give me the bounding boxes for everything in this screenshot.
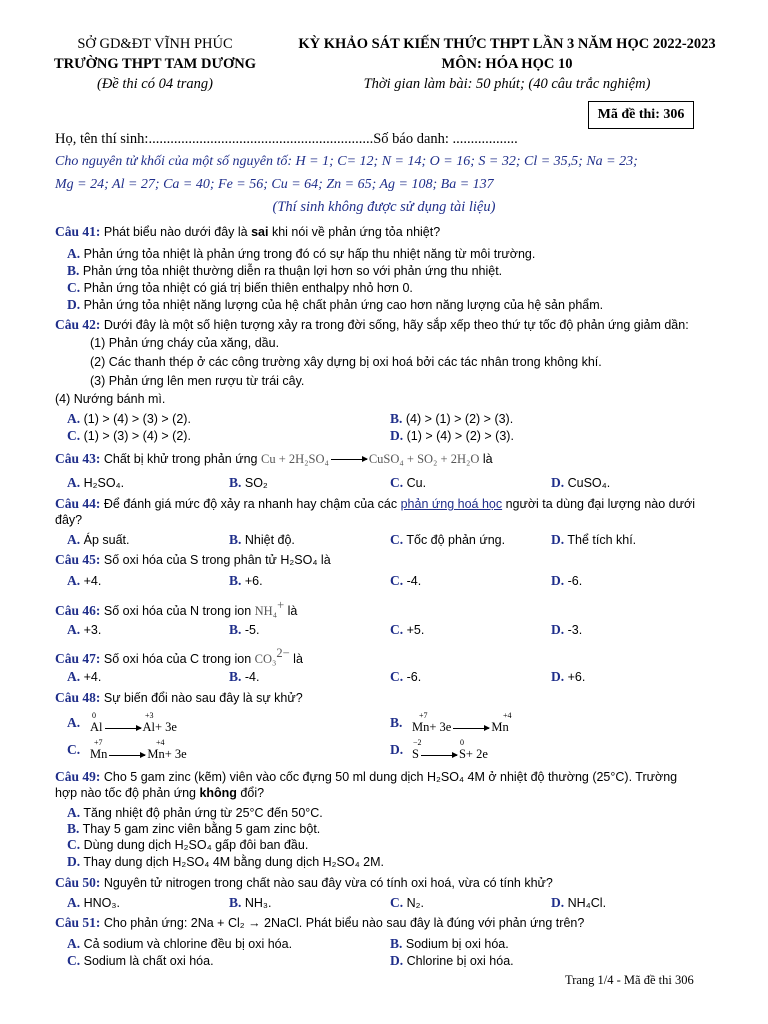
q50-option-d[interactable] [551,895,606,911]
q46-option-c[interactable] [390,622,424,638]
q49-option-b[interactable] [67,821,320,837]
option-text: (1) > (3) > (4) > (2). [83,429,191,443]
reaction-arrow-icon [109,755,145,756]
question-text: Số oxi hóa của S trong phân tử H₂SO₄ là [100,553,331,567]
option-letter: C. [390,475,404,490]
q48-option-d[interactable] [390,742,403,758]
option-letter: D. [390,428,404,443]
option-text: -6. [406,670,422,684]
option-text: NH₄Cl. [567,896,607,910]
q44-option-d[interactable] [551,532,636,548]
reaction-right: Mn+ 3e [147,747,187,761]
question-text: là [284,604,298,618]
question-text: là [479,452,493,466]
q49-option-d[interactable] [67,854,384,870]
pages-note: (Đề thi có 04 trang) [97,76,213,92]
school-name: TRƯỜNG THPT TAM DƯƠNG [53,56,257,72]
q44-option-b[interactable] [229,532,295,548]
question-44 [55,496,695,512]
question-text: Chất bị khử trong phản ứng [100,452,261,466]
q42-option-a[interactable] [67,411,191,427]
question-number: Câu 42: [55,317,101,332]
option-letter: D. [551,622,565,637]
q51-option-c[interactable] [67,953,214,969]
reaction-left: Al [90,720,103,734]
option-text: N₂. [406,896,424,910]
option-letter: A. [67,532,81,547]
option-letter: B. [229,475,242,490]
exam-title: KỲ KHẢO SÁT KIẾN THỨC THPT LẦN 3 NĂM HỌC 2022-2023 [298,36,716,52]
option-text: -4. [406,574,422,588]
question-emphasis: không [199,786,237,800]
question-47 [55,646,303,667]
q42-item-3: (3) Phản ứng lên men rượu từ trái cây. [90,374,305,388]
question-48 [55,690,303,706]
option-letter: A. [67,936,81,951]
exam-code-box: Mã đề thi: 306 [588,101,694,129]
question-text: Nguyên tử nitrogen trong chất nào sau đây vừa có tính oxi hoá, vừa có tính khử? [100,876,553,890]
q49-option-a[interactable] [67,805,323,821]
option-text: Cả sodium và chlorine đều bị oxi hóa. [83,937,293,951]
option-letter: B. [229,622,242,637]
q45-option-d[interactable] [551,573,582,589]
option-text: Tốc độ phản ứng. [406,533,506,547]
q47-option-b[interactable] [229,669,259,685]
option-letter: C. [390,669,404,684]
option-text: NH₃. [244,896,272,910]
q42-option-c[interactable] [67,428,191,444]
question-text: Số oxi hóa của N trong ion [100,604,255,618]
option-text: Áp suất. [83,533,130,547]
q42-item-2: (2) Các thanh thép ở các công trường xây dựng bị oxi hoá bởi các tác nhân trong không khí. [90,355,602,369]
reaction-arrow-icon [331,459,367,460]
question-number: Câu 51: [55,915,101,930]
q47-option-c[interactable] [390,669,421,685]
option-text: Phản ứng tỏa nhiệt năng lượng của hệ chất phản ứng cao hơn năng lượng của hệ sản phẩm. [83,298,604,312]
option-text: Phản ứng tỏa nhiệt có giá trị biến thiên enthalpy nhỏ hơn 0. [83,281,413,295]
reaction-arrow-icon [421,755,457,756]
option-text: Thể tích khí. [567,533,637,547]
option-letter: B. [229,895,242,910]
question-text: khi nói về phản ứng tỏa nhiệt? [268,225,441,239]
question-46 [55,598,297,619]
option-text: -3. [567,623,583,637]
student-info-line: Họ, tên thí sinh:..............................................................Số báo danh: .................. [55,131,518,147]
question-text: Số oxi hóa của C trong ion [100,652,255,666]
option-text: +5. [406,623,425,637]
option-text: Thay 5 gam zinc viên bằng 5 gam zinc bột. [82,822,321,836]
page-footer: Trang 1/4 - Mã đề thi 306 [565,973,694,987]
q46-option-b[interactable] [229,622,259,638]
q48-reaction-b [412,720,509,735]
option-text: +4. [83,670,102,684]
ion-charge: 2− [276,646,290,660]
q41-option-a[interactable] [67,246,535,262]
option-text: +4. [83,574,102,588]
option-letter: B. [390,411,403,426]
q49-option-c[interactable] [67,837,308,853]
option-text: Tăng nhiệt độ phản ứng từ 25°C đến 50°C. [83,806,323,820]
option-text: Nhiệt độ. [244,533,295,547]
question-49 [55,769,677,785]
question-text: Phát biểu nào dưới đây là [100,225,252,239]
q48-reaction-a [90,720,177,735]
reaction-right: Al+ 3e [142,720,177,734]
q46-option-a[interactable] [67,622,101,638]
equation-products: CuSO₄ + SO₂ + 2H₂O [368,452,480,466]
ion-formula: CO₃ [254,652,277,666]
question-42 [55,317,689,333]
question-50 [55,875,553,891]
option-letter: B. [67,821,80,836]
option-letter: C. [390,532,404,547]
question-number: Câu 46: [55,603,101,618]
question-number: Câu 45: [55,552,101,567]
question-text: Để đánh giá mức độ xảy ra nhanh hay chậm của các [100,497,401,511]
option-letter: B. [229,573,242,588]
option-letter: D. [67,854,81,869]
oxidation-state: +7 [94,738,103,747]
q45-option-c[interactable] [390,573,421,589]
option-text: Sodium bị oxi hóa. [405,937,509,951]
q41-option-c[interactable] [67,280,413,296]
option-letter: D. [551,573,565,588]
q50-option-b[interactable] [229,895,272,911]
option-text: SO₂ [244,476,268,490]
question-text: Cho 5 gam zinc (kẽm) viên vào cốc đựng 50 ml dung dịch H₂SO₄ 4M ở nhiệt độ thường (25°C). Trường [100,770,678,784]
q48-option-c[interactable] [67,742,80,758]
q44-option-c[interactable] [390,532,505,548]
q51-option-b[interactable] [390,936,509,952]
option-text: (4) > (1) > (2) > (3). [405,412,514,426]
option-text: Chlorine bị oxi hóa. [406,954,514,968]
question-number: Câu 43: [55,451,101,466]
option-letter: A. [67,895,81,910]
option-letter: D. [67,297,81,312]
q45-option-a[interactable] [67,573,101,589]
option-text: Cu. [406,476,427,490]
q42-option-d[interactable] [390,428,514,444]
reaction-arrow-icon [453,728,489,729]
question-number: Câu 49: [55,769,101,784]
reaction-left: Mn [90,747,108,761]
ion-charge: + [277,598,285,612]
oxidation-state: +3 [145,711,154,720]
option-letter: B. [390,936,403,951]
term-link[interactable]: phản ứng hoá học [400,497,503,511]
option-letter: A. [67,715,81,730]
oxidation-state: −2 [413,738,422,747]
option-text: +3. [83,623,102,637]
option-text: -6. [567,574,583,588]
question-51 [55,915,584,931]
q47-option-d[interactable] [551,669,585,685]
oxidation-state: +4 [156,738,165,747]
option-letter: A. [67,573,81,588]
option-text: Phản ứng tỏa nhiệt là phản ứng trong đó có sự hấp thu nhiệt năng từ môi trường. [83,247,536,261]
option-text: Sodium là chất oxi hóa. [83,954,214,968]
option-letter: D. [551,669,565,684]
question-41 [55,224,440,240]
option-text: H₂SO₄. [83,476,125,490]
question-emphasis: sai [251,225,269,239]
option-letter: A. [67,411,81,426]
option-letter: D. [551,895,565,910]
header-right [272,34,742,94]
option-text: (1) > (4) > (2) > (3). [406,429,514,443]
q50-option-c[interactable] [390,895,424,911]
reaction-left: S [412,747,419,761]
question-number: Câu 47: [55,651,101,666]
question-text: hợp nào tốc độ phản ứng [55,786,200,800]
atomic-mass-line-2: Mg = 24; Al = 27; Ca = 40; Fe = 56; Cu = 64; Zn = 65; Ag = 108; Ba = 137 [55,177,494,192]
no-documents-note: (Thí sinh không được sử dụng tài liệu) [272,199,496,215]
option-letter: B. [67,263,80,278]
reaction-arrow-icon [105,728,141,729]
option-letter: A. [67,669,81,684]
reaction-left: Mn+ 3e [412,720,452,734]
option-letter: B. [229,532,242,547]
q43-option-a[interactable] [67,475,124,491]
question-text: Sự biến đổi nào sau đây là sự khử? [100,691,303,705]
q44-option-a[interactable] [67,532,129,548]
option-letter: D. [551,475,565,490]
option-text: +6. [567,670,586,684]
option-text: CuSO₄. [567,476,611,490]
q42-item-4: (4) Nướng bánh mì. [55,392,166,406]
q41-option-d[interactable] [67,297,603,313]
option-letter: B. [229,669,242,684]
option-letter: A. [67,622,81,637]
q48-reaction-d [412,747,488,762]
option-letter: B. [390,715,403,730]
question-text: người ta dùng đại lượng nào dưới [502,497,695,511]
q48-option-a[interactable] [67,715,80,731]
q42-option-b[interactable] [390,411,513,427]
option-letter: C. [67,742,81,757]
atomic-mass-line-1: Cho nguyên tử khối của một số nguyên tố: H = 1; C= 12; N = 14; O = 16; S = 32; Cl = 35,5; Na = 23; [55,154,638,169]
option-letter: D. [390,953,404,968]
subject: MÔN: HÓA HỌC 10 [441,56,573,72]
question-44-line-2: đây? [55,513,83,527]
option-letter: C. [390,895,404,910]
oxidation-state: +4 [503,711,512,720]
question-number: Câu 50: [55,875,101,890]
option-text: HNO₃. [83,896,120,910]
option-text: Dùng dung dịch H₂SO₄ gấp đôi ban đầu. [83,838,309,852]
option-letter: C. [67,428,81,443]
option-text: Phản ứng tỏa nhiệt thường diễn ra thuận lợi hơn so với phản ứng thu nhiệt. [82,264,503,278]
q51-option-d[interactable] [390,953,514,969]
question-text: Dưới đây là một số hiện tượng xảy ra trong đời sống, hãy sắp xếp theo thứ tự tốc độ phản ứng giảm dần: [100,318,689,332]
option-text: (1) > (4) > (3) > (2). [83,412,191,426]
q48-reaction-c [90,747,187,762]
question-number: Câu 44: [55,496,101,511]
q45-option-b[interactable] [229,573,263,589]
ion-formula: NH₄ [254,604,278,618]
question-45 [55,552,331,568]
equation-reactants: Cu + 2H₂SO₄ [260,452,329,466]
dept-name: SỞ GD&ĐT VĨNH PHÚC [77,36,233,52]
option-letter: A. [67,246,81,261]
q47-option-a[interactable] [67,669,101,685]
option-letter: D. [551,532,565,547]
option-text: -4. [244,670,260,684]
question-43 [55,451,493,467]
q43-option-c[interactable] [390,475,426,491]
option-letter: C. [67,837,81,852]
reaction-right: Mn [491,720,509,734]
question-49-line-2 [55,786,264,800]
option-letter: C. [67,280,81,295]
time-note: Thời gian làm bài: 50 phút; (40 câu trắc nghiệm) [363,76,651,92]
option-text: -5. [244,623,260,637]
q41-option-b[interactable] [67,263,502,279]
option-letter: A. [67,475,81,490]
q43-option-b[interactable] [229,475,268,491]
q46-option-d[interactable] [551,622,582,638]
header-left [40,34,270,94]
option-letter: C. [390,622,404,637]
q42-item-1: (1) Phản ứng cháy của xăng, dầu. [90,336,280,350]
option-text: +6. [244,574,263,588]
option-letter: C. [390,573,404,588]
q51-option-a[interactable] [67,936,292,952]
option-letter: D. [390,742,404,757]
q50-option-a[interactable] [67,895,120,911]
question-text: Cho phản ứng: 2Na + Cl₂ → 2NaCl. Phát biểu nào sau đây là đúng với phản ứng trên? [100,916,585,930]
oxidation-state: +7 [419,711,428,720]
option-letter: C. [67,953,81,968]
question-number: Câu 41: [55,224,101,239]
q48-option-b[interactable] [390,715,402,731]
question-text: là [289,652,303,666]
oxidation-state: 0 [460,738,464,747]
question-text: đổi? [236,786,265,800]
option-letter: A. [67,805,81,820]
reaction-right: S+ 2e [458,747,488,761]
question-number: Câu 48: [55,690,101,705]
option-text: Thay dung dịch H₂SO₄ 4M bằng dung dịch H₂SO₄ 2M. [83,855,384,869]
oxidation-state: 0 [92,711,96,720]
q43-option-d[interactable] [551,475,610,491]
